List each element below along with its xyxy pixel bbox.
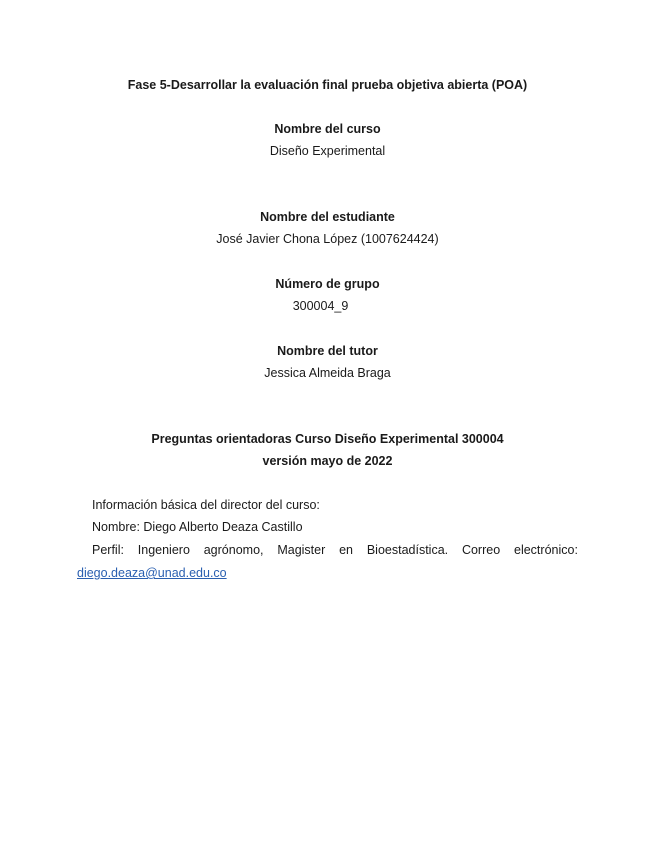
student-value: José Javier Chona López (1007624424) bbox=[216, 232, 439, 246]
profile-word: Bioestadística. bbox=[366, 543, 449, 557]
director-name: Nombre: Diego Alberto Deaza Castillo bbox=[92, 520, 303, 534]
profile-word: electrónico: bbox=[514, 543, 578, 557]
profile-word: Magister bbox=[277, 543, 326, 557]
profile-word: agrónomo, bbox=[203, 543, 264, 557]
profile-word: Perfil: bbox=[92, 543, 124, 557]
profile-word: en bbox=[339, 543, 353, 557]
profile-word: Correo bbox=[461, 543, 501, 557]
course-label: Nombre del curso bbox=[274, 122, 381, 136]
document-title: Fase 5-Desarrollar la evaluación final prueba objetiva abierta (POA) bbox=[127, 78, 528, 92]
tutor-value: Jessica Almeida Braga bbox=[264, 366, 391, 380]
director-info: Información básica del director del curso: bbox=[92, 498, 320, 512]
course-value: Diseño Experimental bbox=[269, 144, 386, 158]
group-label: Número de grupo bbox=[275, 277, 380, 291]
director-email-link[interactable]: diego.deaza@unad.edu.co bbox=[77, 566, 227, 580]
profile-word: Ingeniero bbox=[137, 543, 190, 557]
group-value: 300004_9 bbox=[292, 299, 349, 313]
tutor-label: Nombre del tutor bbox=[277, 344, 378, 358]
section-title-line-1: Preguntas orientadoras Curso Diseño Experimental 300004 bbox=[151, 432, 504, 446]
student-label: Nombre del estudiante bbox=[260, 210, 395, 224]
section-title-line-2: versión mayo de 2022 bbox=[262, 454, 393, 468]
director-profile bbox=[92, 542, 578, 558]
